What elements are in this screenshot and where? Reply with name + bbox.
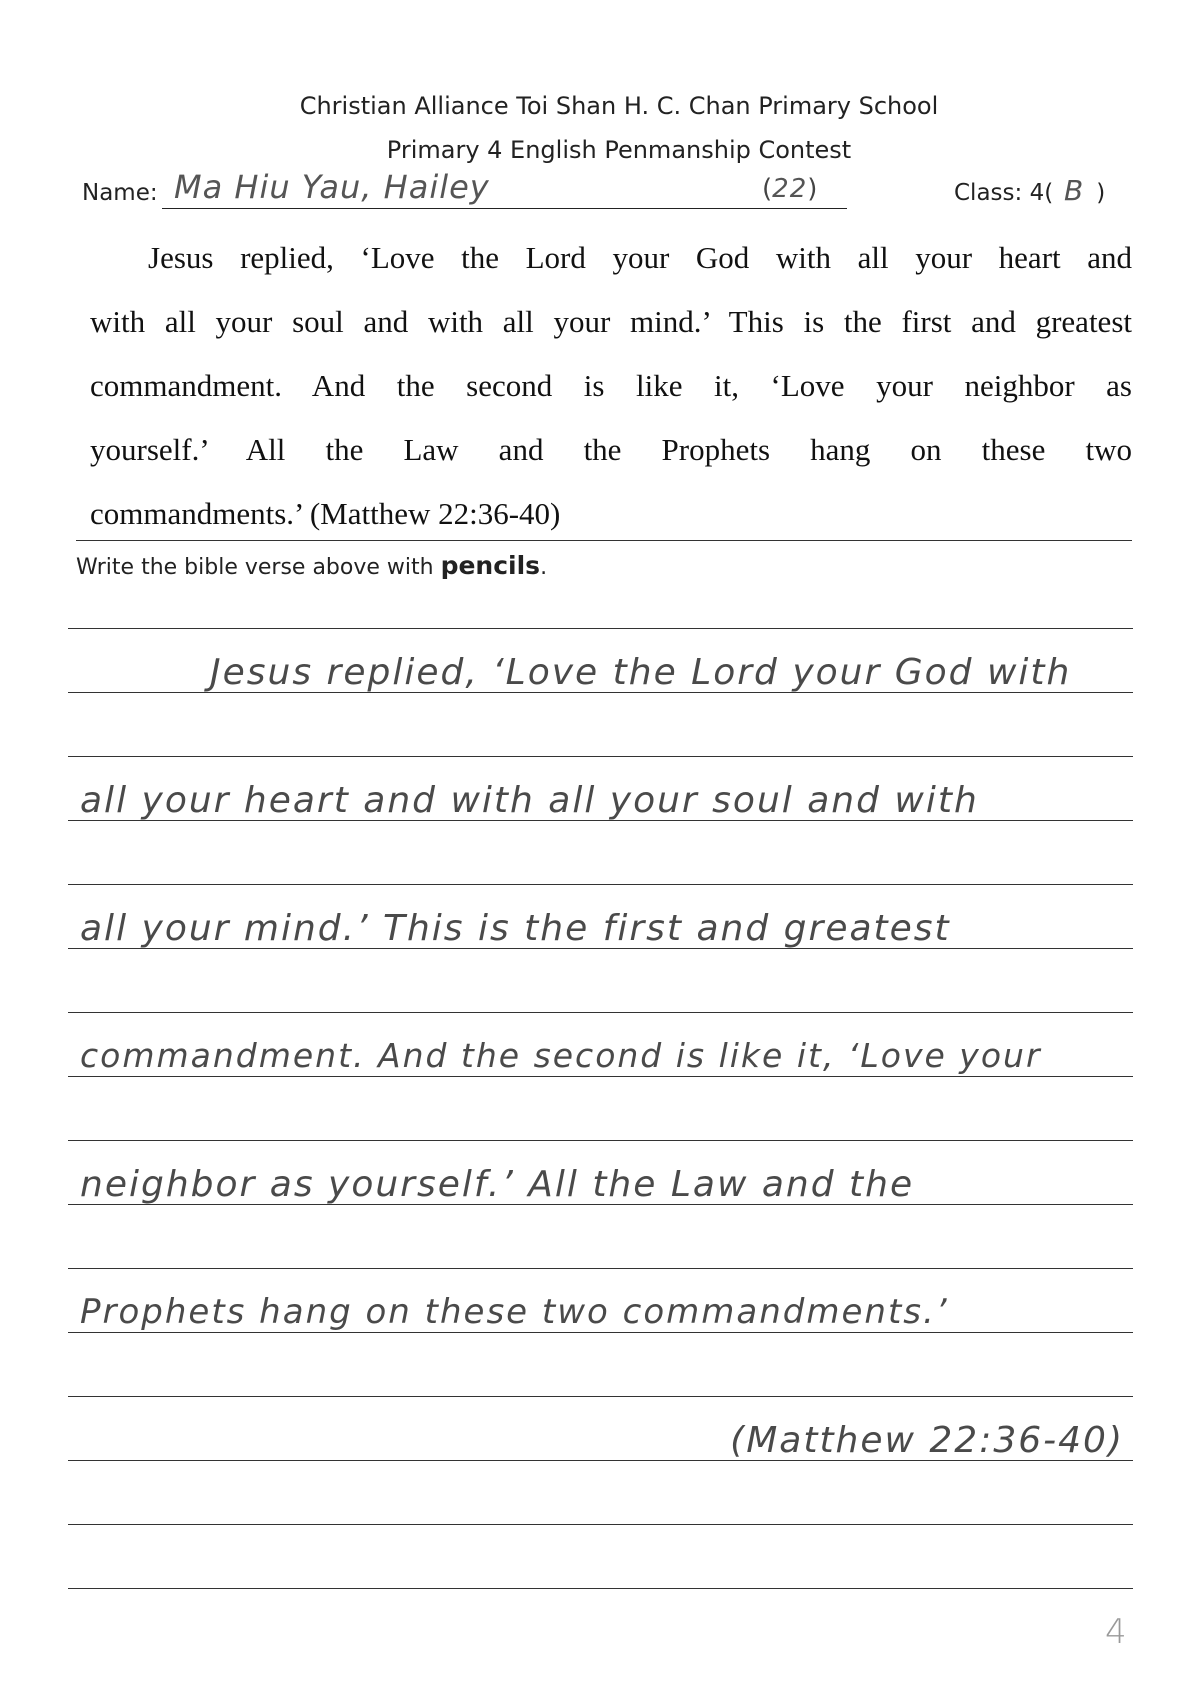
section-divider: [76, 540, 1132, 541]
handwritten-line: all your mind.’ This is the first and greatest: [80, 908, 951, 949]
number-close-paren: ): [807, 174, 818, 204]
handwritten-line: Jesus replied, ‘Love the Lord your God with: [210, 652, 1072, 693]
passage-line: Jesus replied, ‘Love the Lord your God with all your heart and: [148, 240, 1132, 275]
class-field: [1064, 174, 1105, 208]
writing-line: [68, 1268, 1133, 1269]
school-name: Christian Alliance Toi Shan H. C. Chan Primary School: [299, 92, 939, 120]
bible-passage: [90, 226, 1132, 546]
passage-line: commandments.’ (Matthew 22:36-40): [90, 496, 561, 531]
writing-line: [68, 1076, 1133, 1077]
writing-line: [68, 1588, 1133, 1589]
writing-line: [68, 1012, 1133, 1013]
class-label: Class: 4(: [954, 180, 1054, 206]
student-name: Ma Hiu Yau, Hailey: [174, 168, 490, 206]
writing-line: [68, 1140, 1133, 1141]
class-value: B: [1064, 174, 1085, 207]
passage-line: yourself.’ All the Law and the Prophets hang on these two: [90, 432, 1132, 467]
writing-line: [68, 884, 1133, 885]
instruction-end: .: [540, 555, 548, 580]
number-open-paren: (: [762, 174, 773, 204]
instruction-text: Write the bible verse above with: [76, 555, 434, 580]
instruction: [76, 551, 547, 580]
writing-line: [68, 1396, 1133, 1397]
instruction-bold: pencils: [440, 551, 541, 580]
writing-line: [68, 628, 1133, 629]
handwritten-line: commandment. And the second is like it, ‘Love your: [80, 1036, 1042, 1075]
name-label: Name:: [82, 180, 158, 206]
class-close-paren: ): [1096, 180, 1106, 206]
contest-title: Primary 4 English Penmanship Contest: [386, 136, 852, 164]
student-number-value: 22: [772, 174, 808, 204]
writing-line: [68, 1332, 1133, 1333]
handwritten-line: neighbor as yourself.’ All the Law and the: [80, 1164, 915, 1205]
passage-line: commandment. And the second is like it, ‘Love your neighbor as: [90, 368, 1132, 403]
student-number: [762, 174, 817, 204]
passage-line: with all your soul and with all your mind.’ This is the first and greatest: [90, 304, 1132, 339]
handwritten-line: Prophets hang on these two commandments.’: [80, 1292, 949, 1332]
writing-line: [68, 756, 1133, 757]
handwritten-reference: (Matthew 22:36-40): [730, 1420, 1124, 1461]
writing-line: [68, 1524, 1133, 1525]
page-number: 4: [1105, 1612, 1127, 1652]
student-info-row: [82, 170, 1122, 214]
handwritten-line: all your heart and with all your soul and with: [80, 780, 979, 821]
name-underline: [162, 208, 847, 209]
